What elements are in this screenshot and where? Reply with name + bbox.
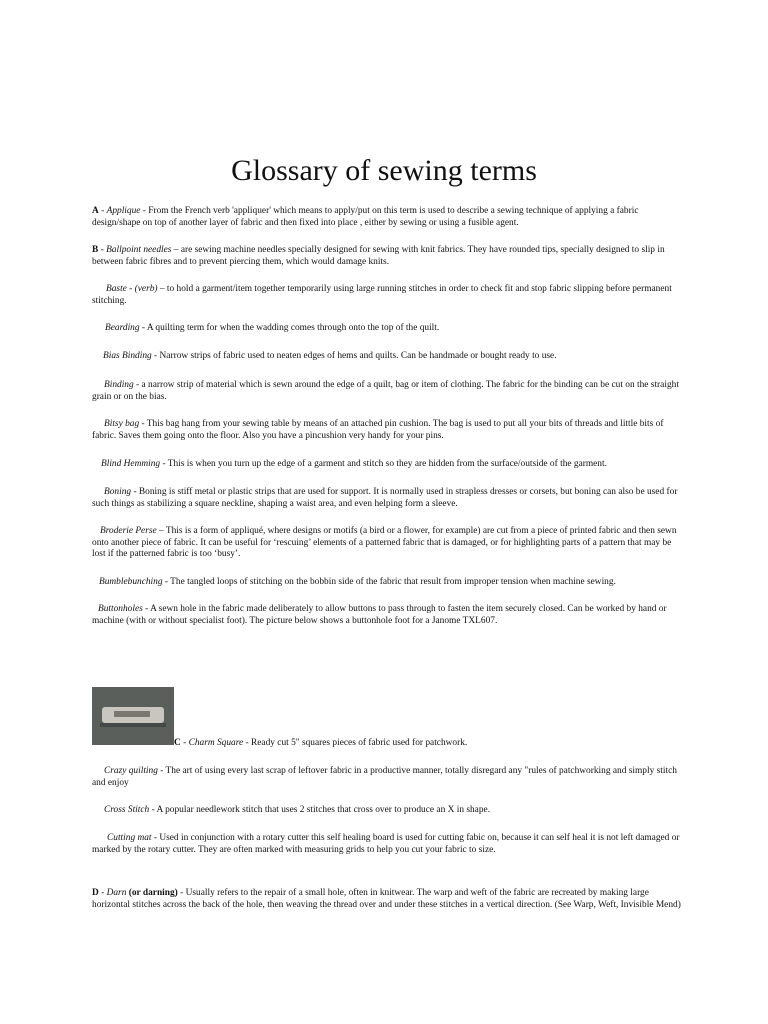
term-darn: Darn xyxy=(106,888,127,898)
entry-blind-hemming xyxy=(92,459,682,471)
entry-boning xyxy=(92,487,682,510)
entry-cross-stitch xyxy=(92,805,682,817)
entry-darn xyxy=(92,888,682,911)
presser-foot-slot xyxy=(114,711,150,717)
definition: - Used in conjunction with a rotary cutter this self healing board is used for cutting fabic on, because it can self heal it is not left damaged or marked by the rotary cutter. They are often marked with measuring grids to help you cut your fabric to size. xyxy=(92,833,680,855)
term-ballpoint: Ballpoint needles xyxy=(106,245,172,255)
term-broderie-perse: Broderie Perse xyxy=(100,526,157,536)
definition: - a narrow strip of material which is sewn around the edge of a quilt, bag or item of clothing. The fabric for the binding can be cut on the straight grain or on the bias. xyxy=(92,380,679,402)
definition: - Usually refers to the repair of a small hole, often in knitwear. The warp and weft of the fabric are recreated by making large horizontal stitches across the back of the hole, then weaving the thread over and under these stitches in a vertical direction. (See Warp, Weft, Invisible Mend) xyxy=(92,888,681,910)
letter-heading-a: A xyxy=(92,206,99,216)
definition: – This is a form of appliqué, where designs or motifs (a bird or a flower, for example) are cut from a piece of printed fabric and then sewn onto another piece of fabric. It can be useful for ‘rescuing’ elements of a patterned fabric that is damaged, or for highlighting parts of a pattern that may be lost if the patterned fabric is too ‘busy’. xyxy=(92,526,677,559)
definition: - A sewn hole in the fabric made deliberately to allow buttons to pass through to fasten the item securely closed. Can be worked by hand or machine (with or without specialist foot). The picture below shows a buttonhole foot for a Janome TXL607. xyxy=(92,604,667,626)
entry-buttonholes xyxy=(92,604,682,627)
definition: - This bag hang from your sewing table by means of an attached pin cushion. The bag is used to put all your bits of threads and little bits of fabric. Saves them going onto the floor. Also you have a pincushion very handy for your pins. xyxy=(92,419,664,441)
separator: - xyxy=(180,738,189,748)
definition: - From the French verb 'appliquer' which means to apply/put on this term is used to describe a sewing technique of applying a fabric design/shape on top of another layer of fabric and then fixed into place , either by sewing or using a fusible agent. xyxy=(92,206,639,228)
entry-bumblebunching xyxy=(92,577,682,589)
term-baste: Baste - (verb) xyxy=(106,284,158,294)
entry-bearding xyxy=(92,323,682,335)
term-darn-alias: (or darning) xyxy=(126,888,178,898)
letter-heading-d: D xyxy=(92,888,99,898)
definition: - A quilting term for when the wadding comes through onto the top of the quilt. xyxy=(139,323,440,333)
term-bitsy-bag: Bitsy bag xyxy=(104,419,140,429)
definition: - The tangled loops of stitching on the bobbin side of the fabric that result from improper tension when machine sewing. xyxy=(162,577,616,587)
entry-bias-binding xyxy=(92,351,682,363)
definition: - This is when you turn up the edge of a garment and stitch so they are hidden from the surface/outside of the garment. xyxy=(160,459,607,469)
entry-bitsy-bag xyxy=(92,419,682,442)
term-cutting-mat: Cutting mat xyxy=(107,833,152,843)
separator: - xyxy=(98,245,107,255)
term-bumblebunching: Bumblebunching xyxy=(99,577,163,587)
definition: - Ready cut 5" squares pieces of fabric used for patchwork. xyxy=(243,738,468,748)
entry-ballpoint xyxy=(92,245,682,268)
definition: – to hold a garment/item together temporarily using large running stitches in order to check fit and stop fabric slipping before permanent stitching. xyxy=(92,284,672,306)
term-binding: Binding xyxy=(104,380,134,390)
entry-broderie-perse xyxy=(92,526,682,561)
entry-crazy-quilting xyxy=(92,766,682,789)
term-applique: Applique xyxy=(106,206,141,216)
definition: - The art of using every last scrap of leftover fabric in a productive manner, totally disregard any "rules of patchworking and simply stitch and enjoy xyxy=(92,766,677,788)
definition: – are sewing machine needles specially designed for sewing with knit fabrics. They have rounded tips, specially designed to slip in between fabric fibres and to prevent piercing them, which would damage knits. xyxy=(92,245,665,267)
entry-charm-square xyxy=(174,738,674,750)
entry-cutting-mat xyxy=(92,833,682,856)
separator: - xyxy=(98,888,107,898)
definition: - Boning is stiff metal or plastic strips that are used for support. It is normally used in strapless dresses or corsets, but boning can also be used for such things as stabilizing a square neckline, shaping a waist area, and even helping form a sleeve. xyxy=(92,487,678,509)
letter-heading-b: B xyxy=(92,245,99,255)
term-charm-square: Charm Square xyxy=(188,738,244,748)
buttonhole-foot-photo xyxy=(92,687,174,745)
entry-applique xyxy=(92,206,682,229)
letter-heading-c: C xyxy=(174,738,181,748)
term-boning: Boning xyxy=(104,487,132,497)
term-cross-stitch: Cross Stitch xyxy=(104,805,150,815)
term-buttonholes: Buttonholes xyxy=(98,604,143,614)
definition: - A popular needlework stitch that uses 2 stitches that cross over to produce an X in shape. xyxy=(149,805,491,815)
page-title: Glossary of sewing terms xyxy=(231,154,537,187)
entry-baste xyxy=(92,284,682,307)
term-crazy-quilting: Crazy quilting xyxy=(104,766,158,776)
term-bias-binding: Bias Binding xyxy=(103,351,152,361)
definition: - Narrow strips of fabric used to neaten edges of hems and quilts. Can be handmade or bought ready to use. xyxy=(151,351,557,361)
term-blind-hemming: Blind Hemming xyxy=(101,459,161,469)
photo-shadow xyxy=(100,723,166,727)
term-bearding: Bearding xyxy=(105,323,140,333)
separator: - xyxy=(98,206,107,216)
entry-binding xyxy=(92,380,682,403)
